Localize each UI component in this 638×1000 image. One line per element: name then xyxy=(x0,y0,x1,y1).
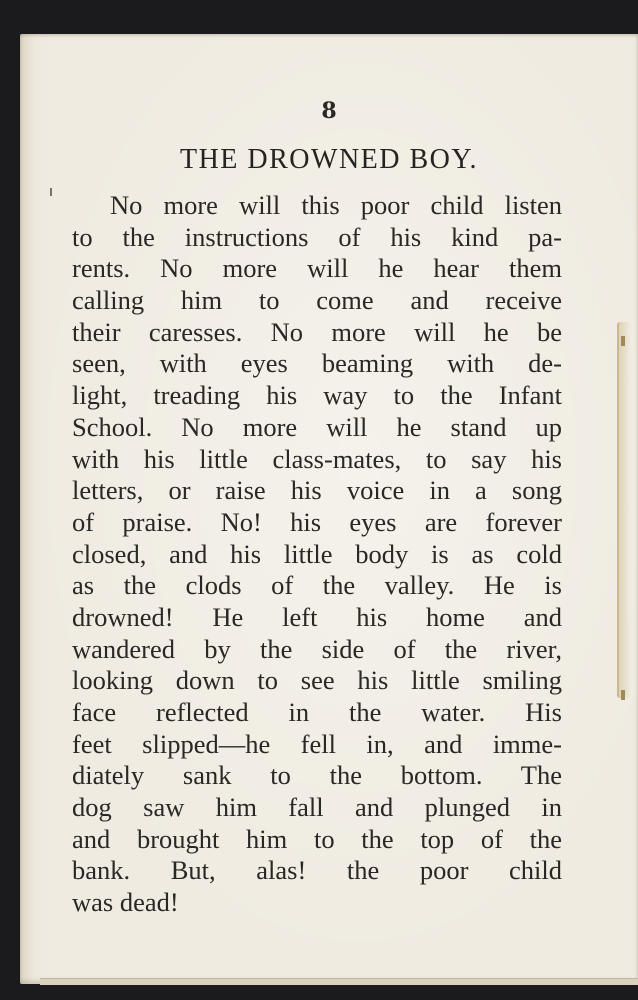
text-line: looking down to see his little smiling xyxy=(72,665,562,696)
text-line: wandered by the side of the river, xyxy=(72,633,562,664)
text-line: as the clods of the valley. He is xyxy=(72,570,562,601)
text-line: light, treading his way to the Infant xyxy=(72,380,562,411)
page-number: 8 xyxy=(321,98,337,124)
text-line: No more will this poor child listen xyxy=(110,190,562,220)
body-paragraph xyxy=(72,190,562,919)
binding-shadow xyxy=(617,322,631,698)
text-line: was dead! xyxy=(72,887,179,918)
text-line: drowned! He left his home and xyxy=(72,601,562,632)
text-line: of praise. No! his eyes are forever xyxy=(72,506,562,537)
chapter-title: THE DROWNED BOY. xyxy=(179,144,479,175)
text-line: closed, and his little body is as cold xyxy=(72,538,562,569)
text-line: and brought him to the top of the xyxy=(72,823,562,854)
text-line: bank. But, alas! the poor child xyxy=(72,855,562,886)
paper-page xyxy=(20,34,638,984)
text-line: School. No more will he stand up xyxy=(72,411,562,442)
text-line: feet slipped—he fell in, and imme- xyxy=(72,728,562,759)
margin-speck xyxy=(50,188,52,196)
text-line: face reflected in the water. His xyxy=(72,697,562,727)
page-bottom-edge xyxy=(40,978,638,985)
text-line: dog saw him fall and plunged in xyxy=(72,792,562,823)
text-line: calling him to come and receive xyxy=(72,285,562,316)
text-line: letters, or raise his voice in a song xyxy=(72,475,562,506)
text-line: with his little class-mates, to say his xyxy=(72,443,562,474)
text-line: rents. No more will he hear them xyxy=(72,253,562,284)
binding-stitch-mark xyxy=(621,336,625,346)
text-line: seen, with eyes beaming with de- xyxy=(72,348,562,379)
text-line: their caresses. No more will he be xyxy=(72,316,562,347)
text-line: diately sank to the bottom. The xyxy=(72,760,562,791)
binding-stitch-mark xyxy=(621,690,625,700)
text-line: to the instructions of his kind pa- xyxy=(72,221,562,252)
